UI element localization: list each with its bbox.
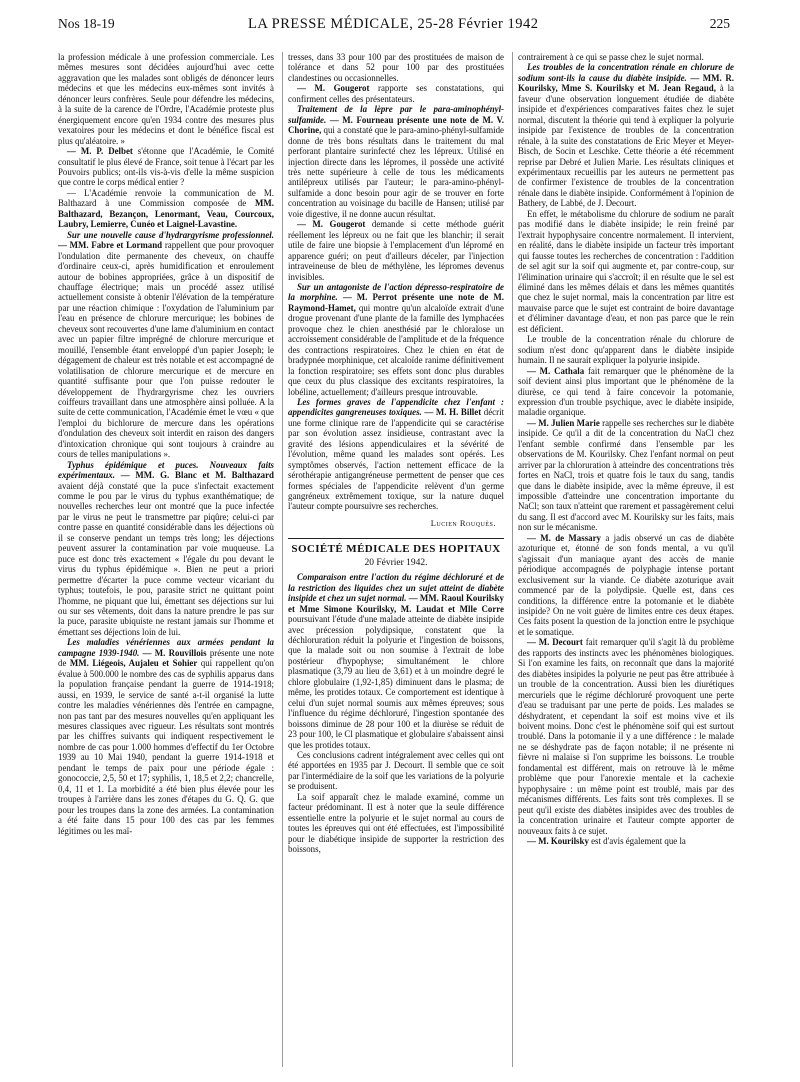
paragraph-text: avaient déjà constaté que la puce s'infectait exactement comme le pou par le virus du typhus exanthématique; de nouvelles recherches leur ont montré que la puce infectée par le virus ne peut le transmettre par piqûre; celui-ci par contre passe en quantité considérable dans les déjections où il se conserve pendant un temps très long; les déjections peuvent assurer la contamination par voie muqueuse. La puce est donc très exactement « l'égale du pou devant le virus du typhus épidémique ». Bien ne peut a priori permettre d'écarter la puce comme vecteur vicariant du typhus; toutefois, le pou, parasite strict ne quittant point l'homme, ne piquant que lui, émettant ses déjections sur lui ou sur ses vêtements, doit dans la nature prendre le pas sur la puce, parasite ubiquiste ne restant jamais sur l'homme et émettant ses déjections loin de lui. [58,480,274,637]
paragraph: Le trouble de la concentration rénale du chlorure de sodium n'est donc qu'apparent dans le diabète insipide humain. Il ne saurait expliquer la polyurie insipide. [518,334,734,366]
article-heading: Typhus épidémique et puces. Nouveaux faits expérimentaux. [58,459,274,481]
paragraph [288,572,504,750]
author-names: — MM. R. Kourilsky, Mme S. Kourilsky et M. Jean Regaud, [518,72,734,94]
paragraph [518,533,734,638]
author-names: — M. Rouvillois [139,647,207,658]
paragraph: En effet, le métabolisme du chlorure de sodium ne paraît pas modifié dans le diabète insipide; le rein freiné par l'extrait hypophysaire concentre normalement. Il intervient, en réalité, dans le diabète insipide un facteur très important qui fausse toutes les recherches de concentration : l'addition de sel agit sur la soif qui augmente et, par contre-coup, sur l'élimination urinaire qui s'accroît; il en résulte que le sel est éliminé dans les mêmes délais et dans les mêmes quantités que chez le sujet normal, mais la concentration par litre est mauvaise parce que le sujet est contraint de boire davantage et d'éliminer davantage d'eau, et non pas parce que le rein est déficient. [518,208,734,334]
commission-members: MM. Balthazard, Bezançon, Lenormant, Veau, Courcoux, Laubry, Lemierre, Cunéo et Laignel-Lavastine. [58,198,274,230]
page-number: 225 [709,16,730,31]
speaker-name: — M. Julien Marie [527,417,600,428]
paragraph-text: rapporte ses constatations, qui confirment celles des présentateurs. [288,83,504,104]
paragraph [58,230,274,460]
paragraph-text: fait remarquer qu'il s'agit là du problème des rapports des instincts avec les phénomènes biologiques. Si l'on examine les faits, on reconnaît que dans la majorité des diabètes insipides la polyurie ne peut pas être attribuée à un trouble de la concentration. Aussi bien les diurétiques mercuriels que le régime déchloruré provoquent une perte d'eau se traduisant par une perte de poids. Les malades se déshydratent, et cependant la soif est moins vive et ils boivent moins. Donc c'est le phénomène soif qui est surtout troublé. Dans la potomanie il y a une différence : le malade ne se déshydrate pas de façon notable; il ne présente ni fièvre ni malaise si l'on supprime les boissons. Le trouble fondamental est différent, mais on retrouve là le même problème que pour l'anorexie mentale et la cachexie hypophysaire : un même point est troublé, mais par des mécanismes différents. Les faits sont très complexes. Il se peut qu'il existe des diabètes insipides avec des troubles de la concentration urinaire et l'auteur compte apporter de nouveaux faits à ce sujet. [518,637,734,836]
paragraph [288,282,504,397]
speaker-name: — M. Gougerot [297,219,366,230]
speaker-name: — M. Kourilsky [527,835,589,846]
article-heading: Les formes graves de l'appendicite chez l'enfant : appendicites gangreneuses toxiques. [288,396,504,418]
paragraph [518,836,734,846]
column-left [58,52,274,1072]
paragraph: Ces conclusions cadrent intégralement avec celles qui ont été apportées en 1935 par J. Decourt. Il semble que ce soit par l'intermédiaire de la soif que les variations de la polyurie se produisent. [288,750,504,792]
author-names: — MM. G. Blanc et M. Balthazard [114,470,274,481]
paragraph-text: poursuivant l'étude d'une malade atteinte de diabète insipide avec précession polydipsique, constatent que la déchloruration réduit la polyurie et l'ingestion de boissons, que la malade soit ou non soumise à l'extrait de lobe postérieur d'hypophyse; simultanément le chlore plasmatique (3,79 au lieu de 3,61) et à un moindre degré le chlore globulaire (1,92-1,85) diminuent dans le plasma; de même, les protides totaux. Ce comportement est identique à celui d'un sujet normal soumis aux mêmes épreuves; sous l'influence du régime déchloruré, l'ingestion spontanée des boissons diminue de 28 pour 100 et la diurèse se réduit de 23 pour 100, le Cl plasmatique et globulaire s'abaissent ainsi que les protides totaux. [288,614,504,750]
paragraph [58,146,274,188]
paragraph [288,219,504,282]
article-heading: Sur une nouvelle cause d'hydrargyrisme professionnel. [67,229,274,240]
paragraph: La soif apparaît chez le malade examiné, comme un facteur prédominant. Il est à noter que la seule différence essentielle entre la polyurie et le sujet normal au cours de toutes les épreuves qui ont été effectuées, est l'impossibilité pour le diabétique insipide de supporter la restriction des boissons, [288,791,504,855]
issue-number: Nos 18-19 [58,16,115,31]
paragraph [58,637,274,836]
paragraph-text: qui montre qu'un alcaloïde extrait d'une drogue provenant d'une plante de la famille des lymphacées provoque chez le chien anesthésié par le chloralose un accroissement considérable de l'amplitude et de la fréquence des contractions respiratoires. Chez le chien en état de bradypnée morphinique, cet alcaloïde ranime définitivement la fonction respiratoire; ses effets sont donc plus durables que ceux du plus classique des excitants respiratoires, la lobéline, actuellement; d'ailleurs presque introuvable. [288,302,504,397]
paragraph-text: à la faveur d'une observation longuement étudiée de diabète insipide et d'expériences comparatives faites chez le sujet normal, discutent la théorie qui tend à expliquer la polyurie insipide par l'existence de troubles de la concentration rénale, à la suite des constatations de Eric Meyer et Meyer-Bisch, de Socin et Leschke. Cette théorie a été récemment reprise par Debré et Julien Marie. Les résultats cliniques et expérimentaux recueillis par les auteurs ne permettent pas de confirmer l'existence de troubles de la concentration rénale dans le diabète insipide. Conformément à l'opinion de Bathery, de Labbé, de J. Decourt. [518,83,734,209]
speaker-name: — M. Decourt [527,637,583,648]
article-heading: Sur un antagoniste de l'action dépresso-respiratoire de la morphine. [288,281,504,303]
paragraph [518,62,734,208]
article-heading: Comparaison entre l'action du régime déchloruré et de la restriction des liquides chez un sujet atteint de diabète insipide et chez un sujet normal. [288,572,504,604]
paragraph: la profession médicale à une profession commerciale. Les mêmes mesures sont décidées aujourd'hui avec cette aggravation que les malades sont obligés de dénoncer leurs médecins et que les médecins eux-mêmes sont invités à dénoncer leurs confrères. Seule pour défendre les médecins, à la suite de la carence de l'Ordre, l'Académie proteste plus énergiquement encore qu'en 1934 contre des mesures plus vexatoires pour les médecins et dont le bénéfice fiscal est plus qu'aléatoire. » [58,52,274,146]
section-title: SOCIÉTÉ MÉDICALE DES HOPITAUX [288,538,504,554]
paragraph-text: qui rappellent qu'on évalue à 500.000 le nombre des cas de syphilis apparus dans la population française pendant la guerre de 1914-1918; aussi, en 1939, le service de santé a-t-il organisé la lutte contre les maladies vénériennes dès l'entrée en campagne, non pas tant par des mesures nouvelles qu'en appliquant les mesures classiques avec rigueur. Les résultats sont montrés par les chiffres suivants qui indiquent respectivement le nombre de cas pour 1.000 hommes d'effectif du 1er Octobre 1939 au 10 Mai 1940, pendant la guerre 1914-1918 et pendant le temps de paix pour une période égale : gonococcie, 2,5, 50 et 17; syphilis, 1, 18,5 et 2,2; chancrelle, 0,4, 11 et 1. La morbidité a été bien plus élevée pour les troupes à l'arrière dans les zones d'étapes du G. Q. G. que pour les troupes dans la zone des armées. La contamination a été faite dans 15 pour 100 des cas par les femmes légitimes ou les maî- [58,658,274,836]
article-heading: Traitement de la lèpre par le para-aminophényl-sulfamide. [288,104,504,125]
author-names: — M. Perrot présente une note de M. Raymond-Hamet, [288,292,504,313]
paragraph [518,366,734,418]
column-middle [288,52,504,1072]
paragraph-text: rappellent que pour provoquer l'ondulation dite permanente des cheveux, on chauffe d'ordinaire ceux-ci, après humidification et enroulement autour de bobines appropriées, grâce à un dispositif de chauffage électrique; mais un procédé assez utilisé actuellement consiste à obtenir l'élévation de la température par une réaction chimique : l'oxydation de l'aluminium par l'eau en présence de chlorure mercurique; les bobines de cheveux sont recouvertes d'une lame d'aluminium en contact avec un papier filtre imprégné de chlorure mercurique et mouillé, l'ensemble étant enveloppé d'un papier Joseph; le dégagement de chaleur est très notable et est accompagné de volatilisation de chlorure mercurique et de mercure en quantité suffisante pour que l'on puisse redouter le développement de l'hydrargyrisme chez les ouvriers coiffeurs travaillant dans une atmosphère ainsi polluée. A la suite de cette communication, l'Académie émet le vœu « que l'emploi du bichlorure de mercure dans les opérations d'ondulation des cheveux soit interdit en raison des dangers d'intoxication chronique qui sont toujours à craindre au cours de telles manipulations ». [58,240,274,460]
paragraph-text: — L'Académie renvoie la communication de M. Balthazard à une Commission composée de [58,187,274,209]
column-divider [512,52,513,1067]
paragraph [288,104,504,219]
author-names: MM. Liégeois, Aujaleu et Sohier [69,658,198,669]
column-right [518,52,734,1072]
author-names: — M. H. Billet [421,407,482,418]
paragraph-text: est d'avis également que la [588,835,686,846]
paragraph-text: s'étonne que l'Académie, le Comité consultatif le plus élevé de France, soit tenue à l'écart par les Pouvoirs publics; ont-ils vis-à-vis d'elle la même suspicion que contre le corps médical entier ? [58,146,274,188]
paragraph: contrairement à ce qui se passe chez le sujet normal. [518,52,704,62]
paragraph [58,188,274,230]
paragraph-text: fait remarquer que le phénomène de la soif devient ainsi plus important que le phénomène de la diurèse, ce qui tend à faire concevoir la potomanie, expression d'un trouble psychique, avec le diabète insipide, maladie organique. [518,365,734,418]
paragraph-text: présente une note de [58,647,274,669]
paragraph [518,637,734,836]
author-names: — M. Fourneau présente une note de M. V. Chorine, [288,114,504,136]
paragraph: tresses, dans 33 pour 100 par des prostituées de maison de tolérance et dans 52 pour 100 par des prostituées clandestines ou occasionnelles. [288,52,504,83]
session-date: 20 Février 1942. [364,557,428,568]
page-header [58,16,730,38]
speaker-name: — M. Cathala [527,365,585,376]
paragraph-text: décrit une forme clinique rare de l'appendicite qui se caractérise par son évolution assez insidieuse, contrastant avec la gravité des lésions appendiculaires et la sévérité de l'évolution, même quand les malades sont opérés. Les symptômes observés, l'action nettement efficace de la sérothérapie antigangréneuse permettent de penser que ces formes spéciales de l'appendicite relèvent d'un germe gangréneux extrêmement toxique, sur la nature duquel l'auteur compte poursuivre ses recherches. [288,407,504,512]
article-heading: Les troubles de la concentration rénale en chlorure de sodium sont-ils la cause du diabète insipide. [518,62,734,83]
article-heading: Les maladies vénériennes aux armées pendant la campagne 1939-1940. [58,637,274,658]
reporter-signature: Lucien Rouquès. [430,517,496,528]
paragraph-text: demande si cette méthode guérit réellement les lépreux ou ne fait que les blanchir; il serait utile de faire une biopsie à l'emplacement d'un lépromé en apparence guéri; on peut d'ailleurs déceler, par l'injection intraveineuse de bleu de méthylène, les lépromes devenus invisibles. [288,219,504,282]
speaker-name: — M. de Massary [527,532,601,543]
author-names: — MM. Fabre et Lormand [58,240,163,251]
column-divider [282,52,283,1067]
paragraph [288,83,504,104]
paragraph-text: rappelle ses recherches sur le diabète insipide. Ce qu'il a dit de la concentration du NaCl chez l'enfant semble confirmé dans l'ensemble par les observations de M. Kourilsky. Chez l'enfant normal on peut arriver par la chloruration à atteindre des concentrations très fortes en NaCl, trois et quatre fois le taux du sang, tandis que dans le diabète insipide, avec la même épreuve, il est impossible d'atteindre une concentration importante du NaCl; son taux n'atteint que rarement et passagèrement celui du sang. Il est d'accord avec M. Kourilsky sur les faits, mais non sur le mécanisme. [518,417,734,533]
speaker-name: — M. Gougerot [297,83,370,94]
paragraph-text: qui a constaté que le para-amino-phényl-sulfamide donne de très bons résultats dans le traitement du mal perforant plantaire surinfecté chez les lépreux. Utilisé en injection directe dans les lépromes, il possède une activité très nette supérieure à celle de tous les médicaments antilépreux utilisés par l'auteur; le para-amino-phényl-sulfamide a donc besoin pour agir de se trouver en forte concentration au voisinage du bacille de Hansen; utilisé par voie digestive, il ne donne aucun résultat. [288,125,504,219]
paragraph [58,460,274,638]
paragraph [518,418,734,533]
paragraph-text: a jadis observé un cas de diabète azoturique et, étonné de son fonds mental, a vu qu'il s'agissait d'un maniaque ayant des accès de manie périodique accompagnés de polyphagie intense portant exclusivement sur la viande. Ce diabète azoturique avait commencé par de la polydipsie. Quelle est, dans ces conditions, la différence entre la potomanie et le diabète insipide? On ne voit guère de limites entre ces deux étapes. Ces faits posent la question de la jonction entre le psychique et le somatique. [518,532,734,637]
speaker-name: — M. P. Delbet [67,146,133,157]
author-names: — MM. Raoul Kourilsky et Mme Simone Kourilsky, M. Laudat et Mlle Corre [288,593,504,614]
journal-title: LA PRESSE MÉDICALE, 25-28 Février 1942 [248,16,539,32]
paragraph [288,397,504,512]
